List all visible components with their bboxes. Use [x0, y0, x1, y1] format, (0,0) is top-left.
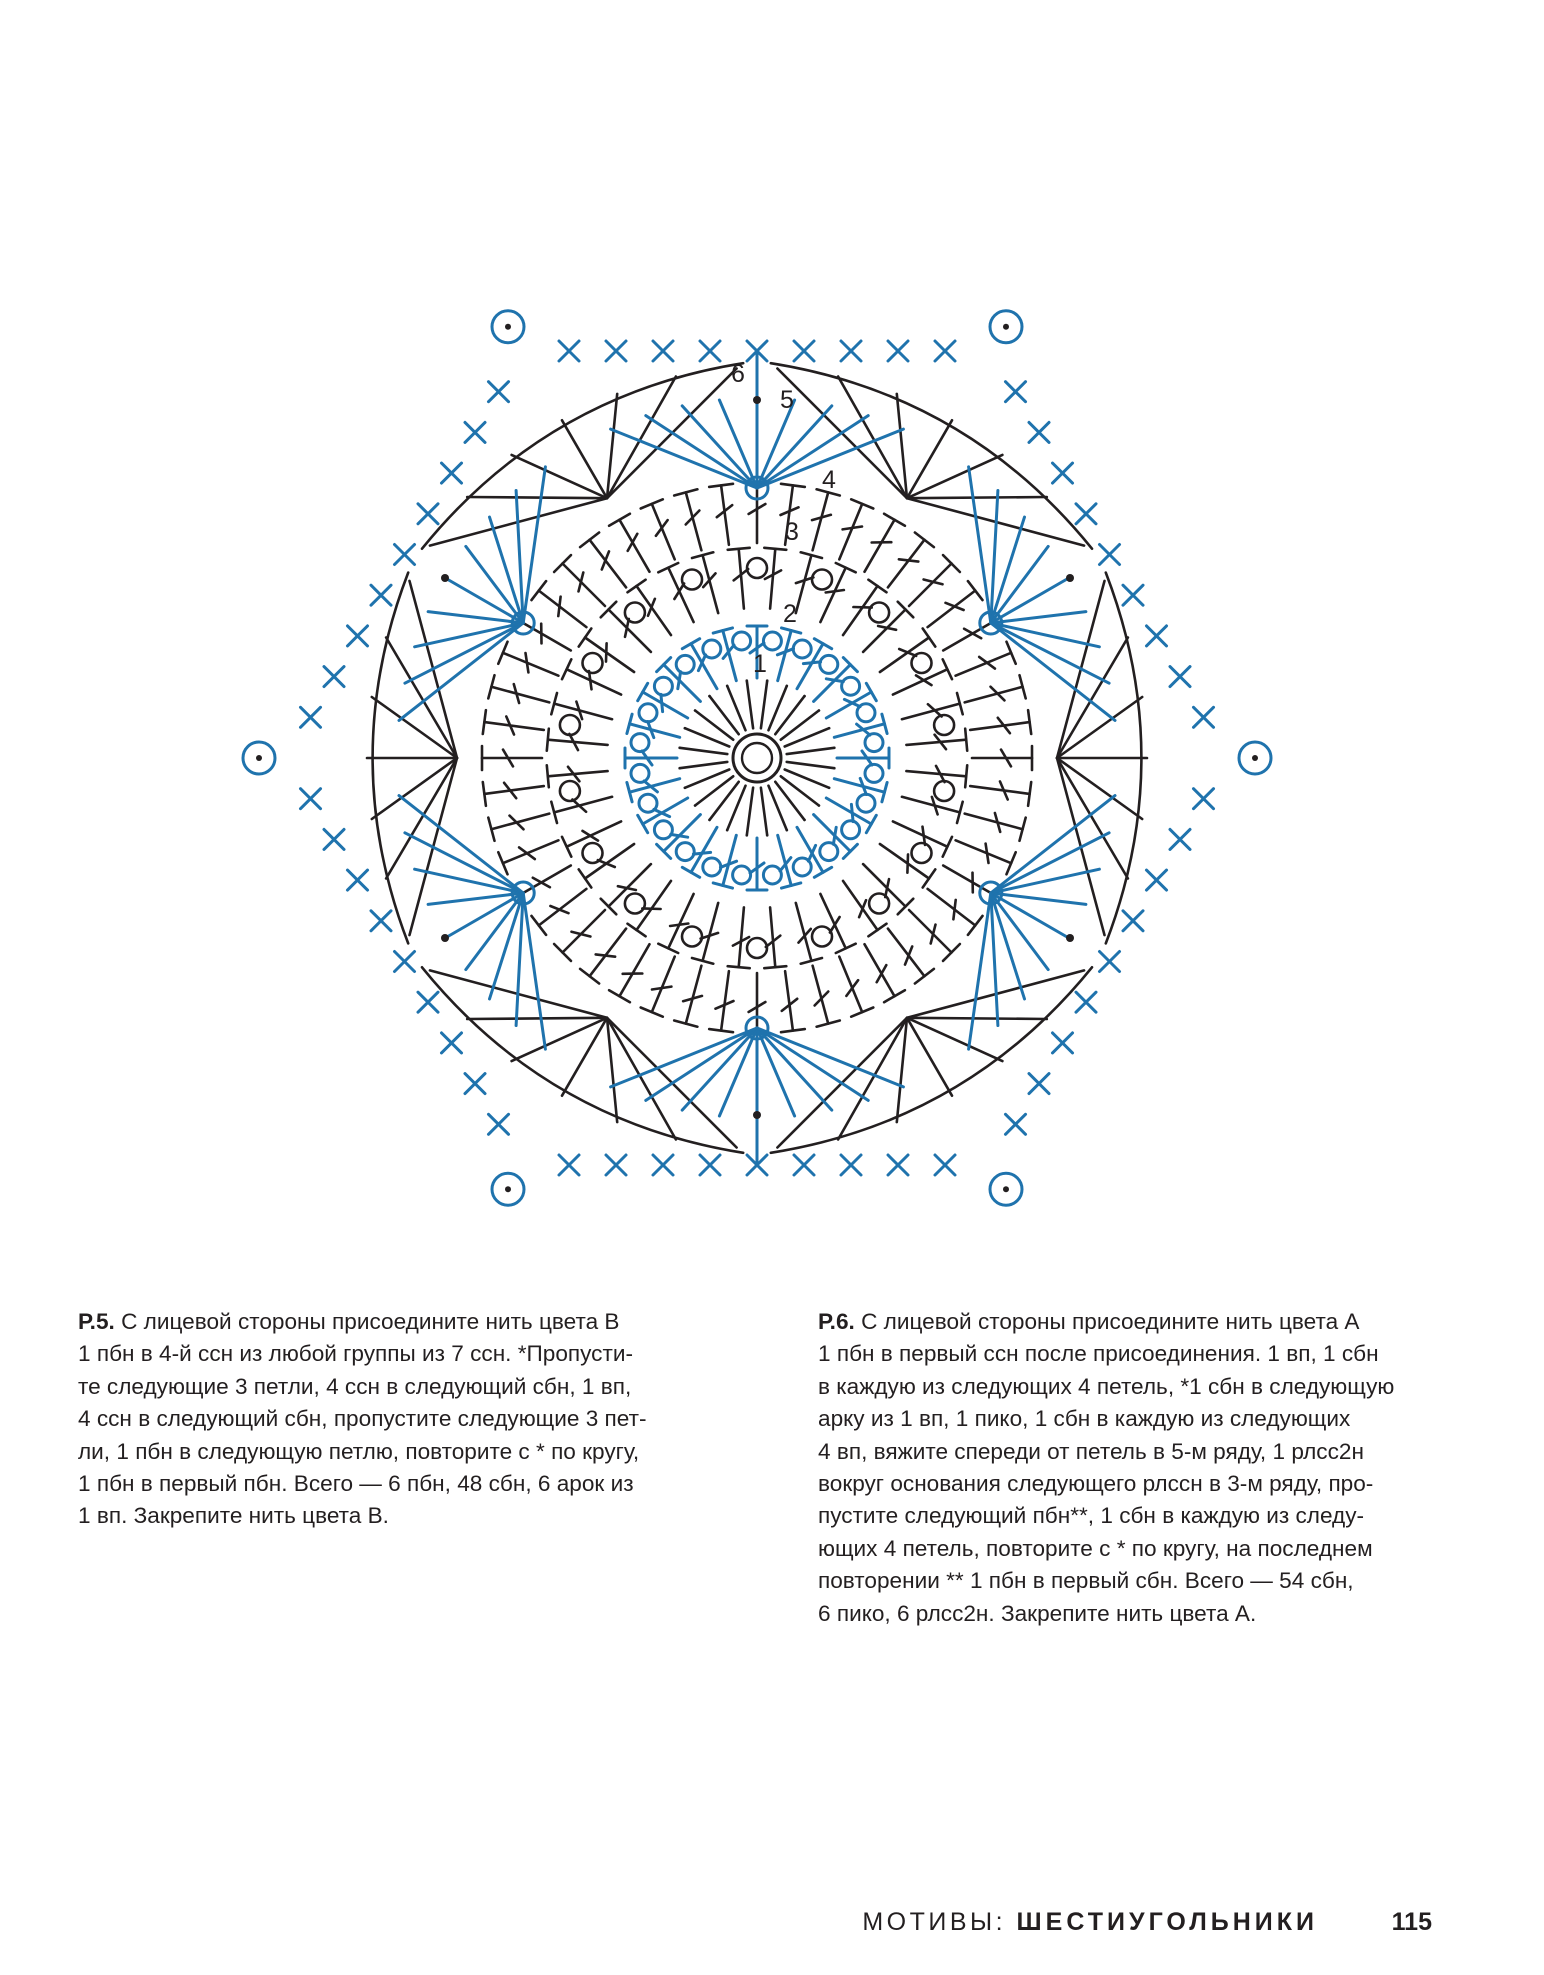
post-stitch-dark: [583, 843, 603, 863]
row5-fan-stitch: [512, 1018, 607, 1061]
row1-spoke: [787, 748, 835, 754]
instruction-line: Р.6. С лицевой стороны присоедините нить цвета А: [818, 1309, 1360, 1334]
post-stitch-dark: [560, 781, 580, 801]
row2-stitch-top: [814, 639, 831, 649]
row2-stitch-bar: [671, 834, 688, 837]
instructions: [78, 1306, 1468, 1630]
row2-stitch-top: [866, 815, 876, 832]
post-stitch-blue: [857, 794, 875, 812]
instruction-line: 1 пбн в первый пбн. Всего — 6 пбн, 48 сбн, 6 арок из: [78, 1471, 634, 1497]
join-dot: [1066, 934, 1074, 942]
row5-blue-fan: [523, 467, 545, 623]
row5-blue-fan: [466, 546, 523, 623]
row5-fan-stitch: [907, 1018, 1002, 1061]
post-stitch-dark: [682, 570, 702, 590]
row4-stitch: [503, 653, 559, 676]
row4-stitch-top: [968, 916, 983, 935]
instruction-line: ющих 4 петель, повторите с * по кругу, на последнем: [818, 1535, 1373, 1561]
row4-stitch-bar: [526, 653, 529, 672]
picot-dot: [1003, 324, 1009, 330]
row4-stitch: [519, 621, 571, 651]
row4-stitch-top: [884, 514, 905, 526]
row4-stitch: [813, 492, 829, 550]
post-stitch-dark: [560, 715, 580, 735]
row4-stitch-bar: [905, 947, 912, 965]
row3-stitch: [739, 549, 744, 609]
row2-stitch-bar: [678, 672, 681, 689]
row4-stitch-top: [915, 533, 934, 548]
row3-stitch-top: [562, 659, 571, 679]
post-stitch-dark: [934, 781, 954, 801]
instruction-line: пустите следующий пбн**, 1 сбн в каждую из следу-: [818, 1503, 1365, 1529]
row5-blue-fan: [991, 546, 1048, 623]
post-stitch-blue: [793, 640, 811, 658]
row5-fan-stitch: [467, 497, 607, 498]
row3-stitch-bar: [907, 854, 908, 872]
row4-stitch: [484, 786, 543, 794]
join-dot: [753, 396, 761, 404]
post-stitch-blue: [793, 858, 811, 876]
row4-stitch: [491, 687, 549, 703]
row4-stitch: [888, 540, 925, 588]
picot-dot: [505, 324, 511, 330]
join-dot: [441, 934, 449, 942]
row4-stitch-top: [483, 782, 486, 806]
row3-stitch-top: [658, 563, 678, 572]
row3-stitch-bar: [899, 649, 916, 656]
row-label-5: 5: [780, 386, 794, 414]
row3-stitch-top: [868, 580, 886, 593]
row3-stitch: [668, 568, 693, 622]
row3-stitch-top: [965, 729, 967, 751]
row4-stitch-bar: [652, 987, 671, 990]
row5-label: Р.5.: [78, 1309, 115, 1334]
row3-stitch-bar: [606, 643, 607, 661]
row3-stitch: [880, 638, 929, 673]
post-stitch-dark: [869, 603, 889, 623]
row4-stitch-top: [580, 533, 599, 548]
row4-stitch: [590, 540, 627, 588]
row3-stitch-top: [547, 765, 549, 787]
row5-fan-stitch: [907, 420, 952, 498]
row4-stitch: [928, 591, 976, 628]
row4-stitch-bar: [602, 551, 609, 569]
row4-stitch: [785, 971, 793, 1030]
row3-stitch-top: [547, 729, 549, 751]
row4-stitch-top: [709, 484, 733, 487]
page-number: 115: [1391, 1908, 1432, 1936]
row5-fan-stitch: [907, 1018, 1047, 1019]
post-stitch-blue: [865, 734, 883, 752]
row3-stitch-top: [658, 944, 678, 953]
row2-stitch-top: [638, 683, 648, 700]
post-stitch-dark: [934, 715, 954, 735]
row3-stitch-bar: [648, 599, 655, 616]
row4-stitch: [590, 929, 627, 977]
instruction-line: 4 вп, вяжите спереди от петель в 5-м ряду, 1 рлсс2н: [818, 1438, 1364, 1464]
row1-spoke: [747, 788, 753, 836]
row3-stitch: [880, 844, 929, 879]
post-stitch-blue: [820, 843, 838, 861]
row5-fan-stitch: [562, 1018, 607, 1096]
row3-stitch: [843, 881, 878, 930]
picot-dot: [256, 755, 262, 761]
instruction-line: в каждую из следующих 4 петель, *1 сбн в следующую: [818, 1373, 1395, 1399]
row4-stitch: [970, 786, 1029, 794]
post-stitch-dark: [812, 927, 832, 947]
post-stitch-dark: [583, 653, 603, 673]
row4-stitch-bar: [843, 527, 862, 530]
row5-fan-stitch: [467, 1018, 607, 1019]
row-label-2: 2: [783, 600, 797, 628]
row4-stitch: [865, 520, 895, 572]
post-stitch-dark: [912, 653, 932, 673]
row4-stitch-bar: [550, 906, 568, 913]
row3-stitch: [770, 907, 775, 967]
row5-blue-fan: [523, 893, 545, 1049]
row2-stitch-bar: [661, 694, 663, 711]
join-dot: [753, 1111, 761, 1119]
row3-stitch: [820, 568, 845, 622]
row4-stitch: [620, 944, 650, 996]
post-stitch-dark: [747, 938, 767, 958]
row4-stitch: [503, 840, 559, 863]
row4-stitch: [956, 840, 1012, 863]
row2-stitch-top: [638, 815, 648, 832]
post-stitch-blue: [703, 858, 721, 876]
row-label-4: 4: [822, 466, 836, 494]
picot-dot: [1003, 1186, 1009, 1192]
post-stitch-blue: [865, 764, 883, 782]
section-title: ШЕСТИУГОЛЬНИКИ: [1016, 1908, 1318, 1936]
row3-stitch: [770, 549, 775, 609]
row3-stitch: [585, 844, 634, 879]
row2-stitch-top: [682, 639, 699, 649]
row3-stitch-bar: [670, 924, 688, 927]
row4-stitch: [965, 814, 1023, 830]
row2-stitch-bar: [833, 827, 836, 844]
section-header: [862, 1908, 1318, 1937]
row4-stitch: [721, 971, 729, 1030]
row4-stitch: [539, 591, 587, 628]
row5-fan-stitch: [386, 758, 457, 879]
post-stitch-blue: [820, 655, 838, 673]
row3-stitch-bar: [598, 860, 615, 867]
row3-stitch: [548, 771, 608, 776]
row1-spoke: [787, 762, 835, 768]
post-stitch-dark: [625, 894, 645, 914]
row-label-6: 6: [731, 360, 745, 388]
row3-stitch-top: [868, 924, 886, 937]
row2-stitch: [664, 815, 701, 852]
row4-stitch-bar: [953, 900, 955, 919]
post-stitch-dark: [912, 843, 932, 863]
row4-stitch-top: [968, 581, 983, 600]
row-label-3: 3: [785, 518, 799, 546]
post-stitch-blue: [842, 677, 860, 695]
row5-fan-stitch: [907, 455, 1002, 498]
row3-stitch: [843, 586, 878, 635]
post-stitch-dark: [869, 894, 889, 914]
row3-stitch-bar: [859, 900, 866, 917]
instruction-line: арку из 1 вп, 1 пико, 1 сбн в каждую из следующих: [818, 1406, 1351, 1432]
row4-stitch-bar: [899, 559, 918, 561]
row3-stitch-top: [628, 580, 646, 593]
row4-stitch: [563, 564, 606, 607]
page-footer: [0, 1908, 1544, 1948]
row4-stitch-top: [532, 581, 547, 600]
row4-stitch-bar: [979, 657, 995, 669]
row-label-1: 1: [753, 650, 767, 678]
join-dot: [1066, 574, 1074, 582]
row6-label: Р.6.: [818, 1309, 855, 1334]
row4-stitch: [909, 564, 952, 607]
post-stitch-blue: [631, 764, 649, 782]
row3-stitch-top: [965, 765, 967, 787]
row3-stitch-top: [579, 629, 592, 647]
row3-stitch-top: [923, 629, 936, 647]
row4-stitch: [652, 504, 675, 560]
row3-stitch: [585, 638, 634, 673]
row4-stitch: [721, 485, 729, 544]
row3-stitch-top: [764, 548, 786, 550]
row3-stitch-top: [728, 548, 750, 550]
row3-stitch-bar: [642, 908, 660, 909]
instruction-line: ли, 1 пбн в следующую петлю, повторите с * по кругу,: [78, 1438, 640, 1464]
row3-stitch-top: [943, 837, 952, 857]
row3-stitch-top: [836, 563, 856, 572]
row5-blue-fan: [969, 893, 991, 1049]
instruction-line: 1 пбн в первый ссн после присоединения. 1 вп, 1 сбн: [818, 1341, 1379, 1367]
row2-stitch: [814, 815, 851, 852]
row3-stitch: [548, 740, 608, 745]
post-stitch-blue: [639, 704, 657, 722]
row3-stitch-bar: [853, 607, 871, 608]
row3-stitch: [820, 894, 845, 948]
row3-stitch: [637, 586, 672, 635]
row2-stitch-top: [866, 683, 876, 700]
post-stitch-blue: [676, 843, 694, 861]
row1-spoke: [761, 681, 767, 729]
row5-fan-stitch: [1057, 638, 1128, 759]
row2-stitch-bar: [803, 662, 820, 664]
row1-spoke: [747, 681, 753, 729]
row5-blue-fan: [466, 893, 523, 970]
row4-stitch: [839, 504, 862, 560]
row4-stitch-top: [609, 514, 630, 526]
row4-stitch-bar: [558, 597, 560, 616]
row4-stitch-bar: [846, 980, 858, 996]
row4-stitch-top: [580, 969, 599, 984]
row4-stitch: [928, 889, 976, 926]
post-stitch-blue: [631, 734, 649, 752]
post-stitch-blue: [763, 632, 781, 650]
row2-stitch-bar: [693, 852, 710, 854]
row4-stitch-top: [532, 916, 547, 935]
row3-stitch: [739, 907, 744, 967]
row4-stitch-top: [781, 1029, 805, 1032]
row6-instructions: [818, 1306, 1468, 1630]
post-stitch-dark: [625, 603, 645, 623]
row4-stitch: [956, 653, 1012, 676]
row4-stitch: [943, 866, 995, 896]
row3-stitch-top: [764, 966, 786, 968]
post-stitch-blue: [763, 866, 781, 884]
post-stitch-blue: [654, 677, 672, 695]
row4-stitch: [909, 910, 952, 953]
instruction-line: 4 ссн в следующий сбн, пропустите следующие 3 пет-: [78, 1406, 647, 1432]
row5-fan-stitch: [907, 1018, 952, 1096]
row1-spoke: [680, 762, 728, 768]
row4-stitch-top: [884, 990, 905, 1002]
row2-stitch: [814, 665, 851, 702]
center-ring: [733, 734, 781, 782]
row3-stitch-top: [923, 869, 936, 887]
instruction-line: повторении ** 1 пбн в первый сбн. Всего — 54 сбн,: [818, 1568, 1354, 1594]
row4-stitch-bar: [656, 520, 668, 536]
row3-stitch: [703, 903, 719, 961]
row4-stitch-top: [781, 484, 805, 487]
instruction-line: Р.5. С лицевой стороны присоедините нить цвета В: [78, 1309, 620, 1334]
post-stitch-dark: [682, 927, 702, 947]
row5-blue-fan: [991, 893, 1048, 970]
row4-stitch: [652, 957, 675, 1013]
post-stitch-blue: [842, 821, 860, 839]
row3-stitch: [906, 771, 966, 776]
row2-stitch-top: [814, 867, 831, 877]
row4-stitch: [620, 520, 650, 572]
picot-dot: [505, 1186, 511, 1192]
join-dot: [441, 574, 449, 582]
row4-stitch: [519, 866, 571, 896]
row1-spoke: [761, 788, 767, 836]
post-stitch-dark: [812, 570, 832, 590]
instruction-line: те следующие 3 петли, 4 ссн в следующий сбн, 1 вп,: [78, 1373, 632, 1399]
row4-stitch-top: [1028, 782, 1031, 806]
section-name: МОТИВЫ:: [862, 1908, 1007, 1936]
row5-instructions: [78, 1306, 720, 1630]
row4-stitch-bar: [986, 844, 989, 863]
row5-fan-stitch: [562, 420, 607, 498]
row5-fan-stitch: [907, 497, 1047, 498]
row3-stitch: [906, 740, 966, 745]
row5-blue-fan: [969, 467, 991, 623]
row4-stitch-top: [483, 710, 486, 734]
post-stitch-dark: [747, 558, 767, 578]
row4-stitch: [888, 929, 925, 977]
row5-fan-stitch: [386, 638, 457, 759]
row4-stitch: [839, 957, 862, 1013]
row2-stitch-top: [682, 867, 699, 877]
row3-stitch-top: [836, 944, 856, 953]
post-stitch-blue: [639, 794, 657, 812]
row4-stitch: [686, 966, 702, 1024]
post-stitch-blue: [733, 866, 751, 884]
row1-spoke: [680, 748, 728, 754]
row2-stitch-bar: [851, 804, 853, 821]
row4-stitch: [563, 910, 606, 953]
row3-stitch-top: [628, 924, 646, 937]
row4-stitch: [943, 621, 995, 651]
post-stitch-blue: [654, 821, 672, 839]
post-stitch-blue: [857, 704, 875, 722]
row3-stitch-top: [562, 837, 571, 857]
row2-stitch: [664, 665, 701, 702]
instruction-line: 1 вп. Закрепите нить цвета В.: [78, 1503, 389, 1529]
row3-stitch-bar: [826, 590, 844, 593]
row4-stitch-bar: [946, 603, 964, 610]
row4-stitch-bar: [596, 954, 615, 956]
instruction-line: вокруг основания следующего рлссн в 3-м ряду, про-: [818, 1471, 1374, 1497]
row3-stitch: [637, 881, 672, 930]
row3-stitch-top: [579, 869, 592, 887]
row4-stitch: [865, 944, 895, 996]
instruction-line: 1 пбн в 4-й ссн из любой группы из 7 ссн. *Пропусти-: [78, 1341, 633, 1367]
post-stitch-blue: [676, 655, 694, 673]
row3-stitch-top: [728, 966, 750, 968]
row3-stitch: [796, 555, 812, 613]
post-stitch-blue: [703, 640, 721, 658]
row4-stitch-bar: [519, 847, 535, 859]
row4-stitch: [539, 889, 587, 926]
row4-stitch-top: [609, 990, 630, 1002]
row4-stitch: [484, 722, 543, 730]
row4-stitch-top: [1028, 710, 1031, 734]
row3-stitch-top: [943, 659, 952, 679]
row5-fan-stitch: [512, 455, 607, 498]
picot-dot: [1252, 755, 1258, 761]
row5-fan-stitch: [1057, 758, 1128, 879]
row4-stitch-top: [709, 1029, 733, 1032]
row4-stitch-top: [915, 969, 934, 984]
post-stitch-blue: [733, 632, 751, 650]
row3-stitch: [668, 894, 693, 948]
instruction-line: 6 пико, 6 рлсс2н. Закрепите нить цвета А.: [818, 1600, 1257, 1626]
row2-stitch-bar: [826, 679, 843, 682]
row4-stitch: [970, 722, 1029, 730]
